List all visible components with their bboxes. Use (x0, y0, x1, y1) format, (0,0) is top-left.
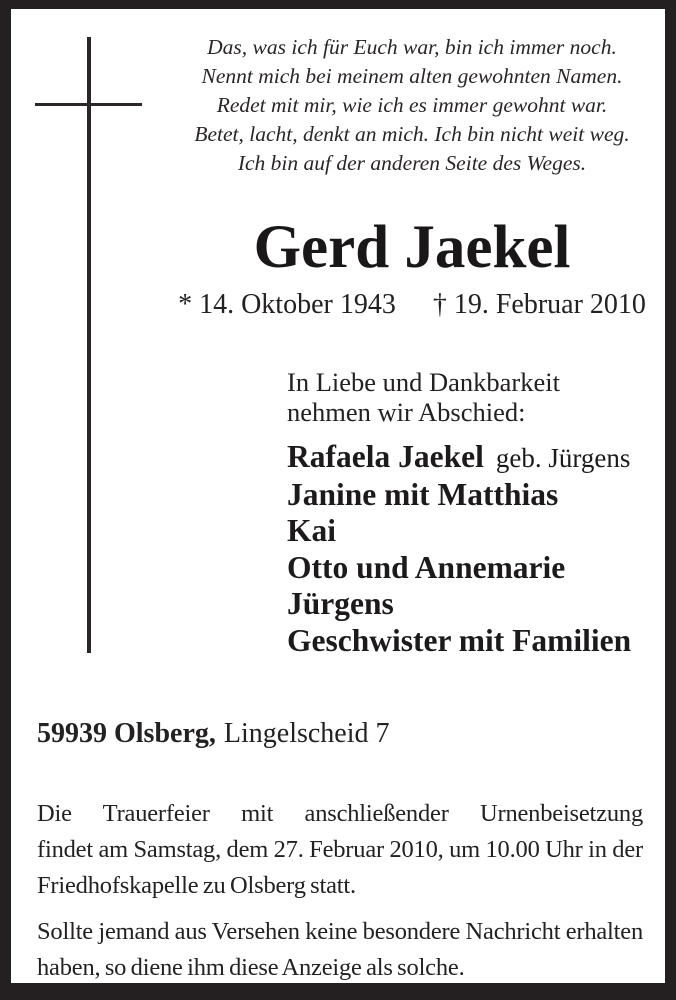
mourner-name: Otto und Annemarie (287, 549, 566, 585)
funeral-notice-line: findet am Samstag, dem 27. Februar 2010, um 10.00 Uhr in der (37, 836, 643, 863)
mourner-name: Rafaela Jaekel (287, 439, 484, 474)
farewell-line: nehmen wir Abschied: (287, 397, 526, 427)
memorial-verse (159, 33, 665, 178)
funeral-notice-line: Die Trauerfeier mit anschließender Urnenbeisetzung (37, 800, 643, 827)
mourner-line (287, 439, 631, 477)
life-dates (159, 288, 665, 321)
farewell-intro (287, 367, 560, 427)
cross-horizontal-bar (35, 103, 142, 107)
verse-line: Ich bin auf der anderen Seite des Weges. (237, 151, 587, 175)
funeral-notice-line: Friedhofskapelle zu Olsberg statt. (37, 872, 356, 899)
mourner-line (287, 623, 631, 660)
deceased-name: Gerd Jaekel (253, 214, 571, 281)
farewell-line: In Liebe und Dankbarkeit (287, 367, 560, 397)
mourner-name: Jürgens (287, 586, 394, 621)
funeral-notice (37, 796, 643, 904)
mourner-suffix: geb. Jürgens (495, 443, 631, 473)
misprint-notice (37, 914, 643, 986)
mourner-line (287, 550, 631, 587)
address-street: Lingelscheid 7 (223, 718, 390, 749)
verse-line: Betet, lacht, denkt an mich. Ich bin nicht weit weg. (194, 122, 630, 146)
mourner-name: Geschwister mit Familien (287, 622, 632, 658)
mourner-name: Kai (287, 513, 337, 548)
misprint-notice-line: haben, so diene ihm diese Anzeige als solche. (37, 954, 465, 981)
verse-line: Nennt mich bei meinem alten gewohnten Namen. (201, 64, 623, 88)
mourner-line (287, 477, 631, 514)
misprint-notice-line: Sollte jemand aus Versehen keine besondere Nachricht erhalten (37, 918, 643, 945)
mourner-line (287, 513, 631, 550)
address-line (37, 717, 390, 750)
mourner-name: Janine mit Matthias (287, 476, 559, 512)
death-date: † 19. Februar 2010 (432, 289, 646, 320)
obituary-card (11, 9, 665, 983)
verse-line: Das, was ich für Euch war, bin ich immer noch. (207, 35, 617, 59)
cross-vertical-bar (87, 37, 91, 653)
address-city: 59939 Olsberg, (37, 718, 216, 749)
mourners-list (287, 439, 631, 659)
birth-date: * 14. Oktober 1943 (178, 289, 396, 320)
mourner-line (287, 586, 631, 623)
verse-line: Redet mit mir, wie ich es immer gewohnt war. (216, 93, 608, 117)
